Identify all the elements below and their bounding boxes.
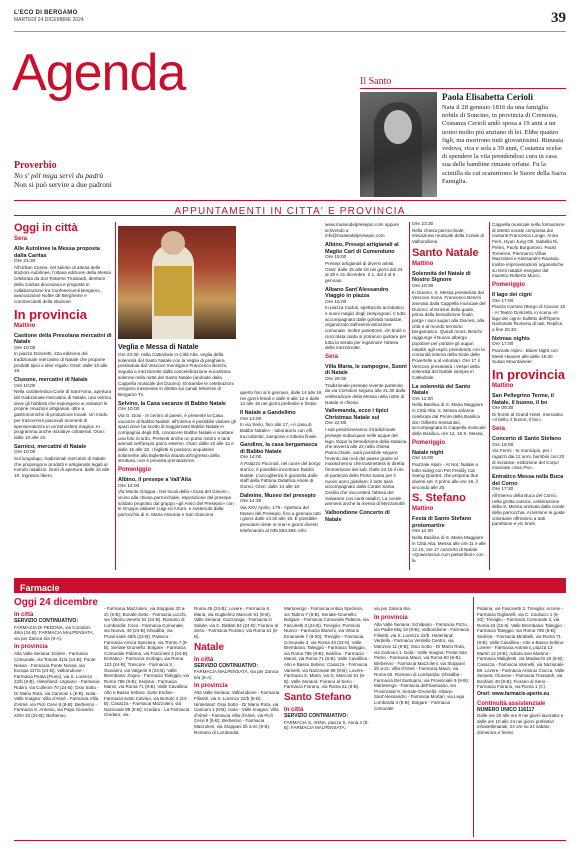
event-time: Ore 10:30 xyxy=(412,283,434,289)
event-title: Valbondione Concerto di Natale xyxy=(325,510,390,523)
event-text: Di fronte al Grand Hotel, mercatino «Il bello, il buono, il bio». xyxy=(492,411,563,423)
event-title: Clusone, mercatini di Natale xyxy=(14,377,88,384)
subheading-in-provincia: In provincia xyxy=(374,614,408,621)
event-text: All'Urban Center, nel salone di attesa delle stazioni Autolinee, l'ottava edizione della Messa celebrata da don Roberto Trussardi, direttore della Caritas diocesana e proposta in collaborazione tra Confesercenti Bergamo, associazione Nolter de Bergheme e commercianti della stazione. xyxy=(14,264,111,304)
event-time: Ore 17:00 xyxy=(492,298,514,304)
section-title: APPUNTAMENTI IN CITTA' E PROVINCIA xyxy=(174,206,406,217)
events-column-3 xyxy=(240,390,322,535)
event-text: Via G. Dosi - In centro al paese, è presente la Casa vacanze di Babbo Natale: all'interno è possibile visitare gli spazi dove ha scelto di soggiornare Babbo Natale in compagnia degli Elfi, conoscere Babbo Natale e scattare una foto ricordo. Presenti anche un punto ristoro e tanti animali nell'ampio parco esterno. Orari: dalle 10 alle 12 e dalle 15 alle 18. I biglietti si possono acquistare solamente alla biglietteria situata all'ingresso della struttura, non è prevista prenotazione. xyxy=(118,412,236,464)
santo-face-shape xyxy=(384,110,412,144)
event-time: Ore 14:30 xyxy=(240,499,262,505)
farmacie-text: FARMACIA MALPENSATA, via per Zanica 6/a (8-A). xyxy=(194,669,279,680)
event-text: Presepi artigianali di diversi artisti. Orari: dalle 15 alle 18 nei giorni dal 24 al 29 e 31 dicembre. Il 1, dal 4 al 6 gennaio. xyxy=(325,260,403,283)
event-title: Selvino, la Casa vacanze di Babbo Natale xyxy=(118,400,226,407)
santo-description: Nata il 28 gennaio 1816 da una famiglia nobile di Soncino, in provincia di Cremona, Costanza Cerioli andò sposa a 19 anni a un uomo molto più anziano di lei. Ebbe quattro figli, ma morirono tutti giovanissimi. Rimasta vedova, rica e sola a 39 anni, Costanza scelse di spendere la vita prendendosi cura in casa sua delle bambine rimaste orfane. Fu la scintilla da cui scaturirono le Suore della Sacra Famiglia. xyxy=(442,104,566,185)
event-time: Ore 16:00 xyxy=(492,442,514,448)
event-time: Ore 23:30 xyxy=(412,222,434,227)
issue-date: MARTEDÌ 24 DICEMBRE 2024 xyxy=(14,17,84,23)
bottom-rule xyxy=(14,840,566,841)
santo-label: Il Santo xyxy=(360,76,566,89)
farmacie-title: Farmacie xyxy=(20,583,60,593)
event-title: Festa di Santo Stefano protomartire xyxy=(412,516,472,529)
santo-portrait xyxy=(360,92,437,197)
events-column-6 xyxy=(492,222,566,529)
farmacie-text: FARMACIA DI PEDONA, via Corridoni 46/a (24-B): FARMACIA MALPENSATA, via per Zanica 6/a (8-A). xyxy=(14,624,94,641)
heading-natale: Natale xyxy=(194,641,225,653)
farmacie-text: FARMACIA S. ANNA, piazza S. Anna 2 (8-B): FARMACIA MALPENSATA, xyxy=(284,719,369,731)
heading-in-provincia: In provincia xyxy=(492,367,565,383)
stole-shape xyxy=(154,266,192,316)
event-text: Piazzale Alpini - Blues Night con Meek Heaven alle delle 19.30 Susan Mountaineer. xyxy=(492,347,558,365)
event-text: Via Fermi - In municipio, per i ragazzi dai 12 anni, bambini con 20 di iniziative, esibizione del Corpo musicale «San Pio». xyxy=(492,448,565,471)
event-title: Entratico Messa nella Buca del Corno xyxy=(492,474,564,487)
proverbio-title: Proverbio xyxy=(14,160,57,171)
event-time: Ore 15:00 xyxy=(412,456,434,462)
event-title: Natale night xyxy=(412,449,444,456)
column-divider xyxy=(409,222,410,570)
farmacie-text: Roma 45 (24-B); Lovere - Farmacia S. Maria, via Guglielmo Marconi 51 (8-B). Valle Seriana: Gazzaniga - Farmacia in Salute, via C. Battisti 94 (24-B); Fiorano al Serio - Farmacia Fiorano, via Roma 51 (8-B). xyxy=(194,606,279,639)
section-band-appuntamenti xyxy=(14,200,566,216)
event-time: Ore 22:00 xyxy=(325,421,347,427)
column-divider xyxy=(489,222,490,570)
event-text: Via XXV Aprile, 179 - Apertura del Museo del Presepio, fino a gennaio tutti i giorni dalle 14.30 alle 18. È possibile prenotare visite in orari e giorni diversi telefonando al 035.563.383. Info: xyxy=(240,504,321,533)
event-text: Ore 23.30, nella Cattedrale in Città Alta, veglia della solennità del Santo Natale con la Veglia di preghiera presieduta dal Vescovo monsignor Francesco Beschi, seguita a mezzanotte dalla concelebrazione eucaristica solenne nella notte del Santo Natale (animate dalla Cappella musicale del Duomo). Entrambe le celebrazioni vengono trasmesse in diretta sui canali televisivi di Bergamo Tv. xyxy=(118,352,234,397)
continuita-text: Dalle ore 20 alle ore 8 nei giorni lavorativi e dalle ore 10 alle 24 nei giorni prefestivi infrasettimanali; 24 ore su 24 sabato, domenica e festivi. xyxy=(477,713,564,735)
event-time: Ore 16:00 xyxy=(325,299,347,305)
event-time: Ore 14:00 xyxy=(118,483,140,489)
event-time: Ore 10:00 xyxy=(14,450,36,456)
subheading-mattino: Mattino xyxy=(412,506,434,513)
event-time: Ore 11:00 xyxy=(412,529,433,535)
newspaper-name: L'ECO DI BERGAMO xyxy=(14,10,78,16)
page-title: Agenda xyxy=(12,44,186,102)
column-divider xyxy=(473,597,474,837)
event-text: A Palazzo Piccinali, nel cuore del borgo storico, è possibile incontrare Babbo Natale. L'accoglienza è garantita dallo staff della Fattoria Didattica Ariete di Gorno. Orari: dalle 14 alle 18. xyxy=(240,461,321,489)
event-time: Ore 17:00 xyxy=(492,342,514,348)
event-time: Ore 14:00 xyxy=(240,455,262,461)
event-text: aperto fino al 6 gennaio, dalle 14 alle 18 nei giorni feriali e dalle 9 alle 12 e dalle 14 alle 19 nei giorni prefestivi e festivi. xyxy=(240,390,322,407)
event-time: Ore 20:30 xyxy=(325,376,347,382)
heading-santo-stefano: Santo Stefano xyxy=(284,691,352,703)
santo-box xyxy=(360,76,566,199)
event-title: Dalmine, Museo del presepio xyxy=(240,492,316,499)
event-title: Il lago dei cigni xyxy=(492,292,532,299)
event-time: Ore 17:30 xyxy=(492,487,514,493)
event-text: Nella Basilica di S. Maria Maggiore in Città Alta, Messa alle ore 11 e alle 12.15, ore 17 concerto di Natale «Quaerannus cum pastoribus» con la xyxy=(412,535,486,563)
event-title: Vallemanda, ecco i tipici Christmas Natale sul xyxy=(325,408,389,421)
event-text: In Duomo, S. Messa presieduta dal Vescovo mons. Francesco Beschi animata dalla Cappella musicale del Duomo; al termine della quale, prima della benedizione finale, porge i suoi auguri alla Diocesi, alla città e al mondo territorio bergamasco. Quindi mons. Beschi raggiunge il Nuovo albergo popolare per portare gli auguri natalizi agli ospiti, prendendo con la comunità interna della Sede delle Povertelle a al volontari. Ore 17 il Vescovo presiederà i Vespri della solennità del Natale sempre in Cattedrale. xyxy=(412,289,486,381)
event-title: Albino, il presepe a Vall'Alta xyxy=(118,477,192,484)
farmacie-text: Martinengo - Farmacia Antica Speziera, via Tadino 7 (8-B). Seriate-Grumello: Bolgare - Farmacia Comunale Pidama, via Fascinetti 3 (24-B). Treviglio: Pontirolo Nuovo - Farmacia Bianchi, via Vittorio Emanuele 7 (8-20); Treviglio - Farmacia Comunale 3, via Roma 43 (22-8). Valle Brembana: Taleggio - Farmacia Taleggio, via Roma 785 (8-B); Sedrina - Farmacia Mansi, via Roma 71 (8-B). Valle Cavallina - Alto e Basso Sebino: Casazza - Farmacia Varinelli, via Nazionale 88 (8-B); Lovere - Farmacia S. Maria, via G. Marconi 51 (8-B). Valle Seriana: Fiorano al Serio - Farmacia Fiorano, via Roma 51 (8-B). xyxy=(284,606,370,690)
event-time: Ore 14:00 xyxy=(240,416,262,422)
events-column-5 xyxy=(412,222,486,566)
heading-oggi-24-dicembre: Oggi 24 dicembre xyxy=(14,597,98,608)
event-text: Cappella musicale nella formazione di ottetto vocale composta dai cantanti Francesca Longe, Anna Ferri, Hyun Jung Oh, Isabella Di Pietro, Paolo Borgonovo, Paolo Tornerne, Piermarco Viñas Mazzoleni e Alessandro Ravasio. Inoltre improvvisazioni organistiche su temi natalizi eseguite dal maestro Roberto Mucci. xyxy=(492,222,565,279)
events-column-2 xyxy=(118,341,236,520)
events-column-4 xyxy=(325,222,407,523)
event-title: Castione della Presolana mercatini di Natale xyxy=(14,332,112,346)
farmacie-text: Alta Valle Seriana: Eolère - Farmacia Comunale, via Tortola 31/a (24-B); Ponte Nossa - Farmacia Ponte Nossa, via Europa 117/a (24-B); Valbondione - Farmacia Pirata (Fiumi), via S. Lorenzo 22/b (8-B). Hinterland: Urgnano - Farmacia Rubini, via Colleoni 70 (24-B); Osio Sotto - Dr Mario Rota, via Cannoni 1 (8-B). Isola - Valle Imagna: Villa d'Almè - Farmacia Villa d'Almè, via Piclì Cervi 8 (8-B); Berbenno - Farmacia S. Antonio, via Papa Giovanni XXIII 33 (24-B); Berbenno xyxy=(14,651,100,718)
event-title: Sarnico, mercatini di Natale xyxy=(14,443,87,450)
servizio-label: SERVIZIO CONTINUATIVO: xyxy=(194,662,258,669)
subheading-pomeriggio: Pomeriggio xyxy=(492,282,526,289)
heading-in-provincia: In provincia xyxy=(14,306,87,322)
event-title: Gandino, la casa bergamasca di Babbo Natale xyxy=(240,442,318,455)
event-title: La solennità del Santo Natale xyxy=(412,383,471,397)
farmacie-orari-link[interactable]: Orari: www.farmacie-aperte.eu xyxy=(477,690,550,697)
farmacie-text: via per Zanica 6/a. xyxy=(374,606,412,611)
top-rule xyxy=(14,31,566,32)
event-time: Ore 10:00 xyxy=(14,345,36,351)
bishop-photo xyxy=(118,226,236,339)
event-time: Ore 10:00 xyxy=(14,383,36,389)
farmacie-text: Pidama, via Fascinetti 3. Treviglio: Arcene - Farmacia Gigliarelli, via C. Carducci 1 (8-20); Treviglio - Farmacia Comunale 3, via Roma 43 (22-8). Valle Brembana: Taleggio - Farmacia Taleggio, via Roma 785 (8-B); Sedrina - Farmacia Mirabelli, via Roma 71 (8-B). Valle Cavallina - Alto e Basso Sebino: Lovere - Farmacia Antonini, piazza 13 Martiri 12 (8-B); Adrara San Martino - Farmacia Malighetti, via Madaschi 20 (8-B); Casazza - Farmacia Varinelli, via Nazionale 88. Lovere - Farmacia Antonio Ciocca. Valle Seriana: Clusone - Farmacia Trussardi, via Bonfanti 40 (8-B); Fiorano al Serio - Farmacia Fiorano, via Roma 1 (C). xyxy=(477,606,565,690)
heading-santo-natale: Santo Natale xyxy=(412,246,479,259)
event-title: San Pellegrino Terme, il Natale, il buono, il bo xyxy=(492,393,554,406)
event-title: Veglia e Messa di Natale xyxy=(118,344,199,351)
subheading-sera: Sera xyxy=(325,353,339,360)
proverbio-box xyxy=(14,160,344,189)
subheading-in-citta: In città xyxy=(14,612,34,618)
farmacie-column-4 xyxy=(284,606,370,733)
servizio-label: SERVIZIO CONTINUATIVO: xyxy=(14,618,78,624)
subheading-sera: Sera xyxy=(492,426,506,433)
subheading-in-citta: In città xyxy=(194,656,214,663)
subheading-in-provincia: In provincia xyxy=(194,683,228,690)
subheading-in-provincia: In provincia xyxy=(14,644,48,651)
event-time: Ore 15:00 xyxy=(325,255,347,261)
farmacie-text: Alta Valle Seriana: Schilpario - Farmacia Pizzo, via Padre Maj 13 (8-B); Valbondione - Farmacia Filisetti, via S. Lorenzo 22/b. Hinterland: Verdello - Farmacia Verdello Centro, via Manzoni 11 (8-B); Osio Sotto - Dr Mario Rota, via Cannoni 1. Isola - Valle Imagna: Ponte San Pietro - Farmacia Mauri, via Roma 60 (8-B); Berbenno - Farmacia Mazzoleni, via Stoppani 2b a-2c. Villa d'Almè - Farmacia Mauri, via Roma 60. Romano di Lombardia: Ghisalba - Farmacia Del Santuario, via Provinciale 9 (8-B); Martinengo - Farmacia dell'Santuario, via Provinciale 9. Seriate-Grumello: Albano Sant'Alessandro - Farmacia Mortari, via Lega Lombarda 3 (8-B); Bolgare - Farmacia comunale xyxy=(374,621,470,711)
subheading-mattino: Mattino xyxy=(412,260,434,267)
event-text: Via Monte Grappa - Nei locali della «Casa del Giovin», vicino alla chiesa parrocchiale, esposizione del presepe soldato proposto dal gruppo «gli Amici del Presepio» con le Gruppo visitare! Luigi ed Arturo, e sostenuto dalla parrocchia di S. Maria Assunta e San Giacomo. xyxy=(118,489,234,518)
subheading-sera: Sera xyxy=(14,236,28,242)
event-time: Ore 09:30 xyxy=(492,406,514,412)
event-text: Nella caratteristica Corte di Sant'Anna, apertura del tradizionale mercatino di Natale, una vetrina dove gli hobbisti che espongono ai visitatori le proprie creazioni artigianali, oltre a gastronomiche di produzione locale. Un modo per trascorrere piacevoli momenti di spensieratezza in un'atmosfera magica. In programma anche iniziative collaterali. Orari: dalle 10 alle 19. xyxy=(14,389,112,440)
column-divider xyxy=(115,222,116,570)
farmacie-column-5 xyxy=(374,606,470,713)
farmacie-text: - Farmacia Mazzoleni, via Stoppani 20 a-2c (8-B); Bonate Sotto - Farmacia Lucchi, via Vittorio Veneto 52 (24-B). Romano di Lombardia: Covo - Farmacia Comunale, via Nuova, 40 (24-B) Ghisalba, via Provinciale 48/b (24-B); Palosco - Farmacia Amica Speziera, via Trento 7 (8-B). Seriate-Grumello: Bolgare - Farmacia Comunale Pidama, via Fascinetti 3 (24-B): Entratico - Farmacia Gorlago, via Roma 123 (24-B); Trescore - Farmacia S. Giovanni, via Valgenti 8 (24-B). Valle Brembana: Zogno - Farmacia Taleggio, via Roma 785 (8-B); Sedrina - Farmacia Mansi, via Roma 71 (8-B). Valle Cavallina: Alto e Basso Sebino: Sotto Endine - Farmacia Sotto Calvino, via Bortolo 4 (24-B); Casazza - Farmacia Mazzoleni, via Nazionale 88 (8-B); Credaro - La Farmacia Credaro, via xyxy=(104,606,190,718)
farmacie-column-1 xyxy=(14,597,100,721)
farmacie-text: Alta Valle Seriana: Valbondione - Farmacia Filisetti, via S. Lorenzo 22/b (8-B). Hinterland: Osio Sotto - Dr Mario Rota, via Cannoni 1 (8-B). Isola - Valle Imagna: Villa d'Almè - Farmacia Villa d'Almè, via Piclì Cervi 8 (8-B); Berbenno - Farmacia Mazzoleni, via Stoppani 2b a-2c (8-B). Romano di Lombardia: xyxy=(194,690,280,735)
event-time: Ore 11:00 xyxy=(412,396,433,402)
event-title: Alle Autolinee la Messa proposta dalla Caritas xyxy=(14,246,100,259)
event-title: Nxtmas nights xyxy=(492,335,530,342)
event-title: Villa Maria, le zampogne, Suoni di Natale xyxy=(325,363,407,377)
event-text: In piazza Donizetti, 22a edizione del tradizionale mercatino di Natale che propone prodotti tipici e idee regalo. Orari: dalle 10 alle 19. xyxy=(14,351,108,374)
event-text: All'interno della Buca del Corno, nella grotta carsica, celebrazione della S. Messa animata dalla corale della parrocchia. Al termine le guide volontarie offriranno a tutti panettone e vin brulè. xyxy=(492,492,565,527)
santo-name: Paola Elisabetta Cerioli xyxy=(442,92,533,102)
masthead xyxy=(14,10,566,30)
event-time: Ore 21:30 xyxy=(14,259,36,264)
event-text: Nella chiesa parrocchiale, elevazione musicale della Corale di Valbondione. xyxy=(412,227,485,245)
event-text: Sul lungolago, tradizionali mercatini di Natale che propongono prodotti e artigianato legati al mondo natalizio. Orari di apertura: dalle 10 alle 19. Ingresso libero. xyxy=(14,455,110,478)
event-title: Albano Sant'Alessandro Viaggio in piazza xyxy=(325,286,389,300)
subheading-mattino: Mattino xyxy=(14,322,36,329)
event-text: I sub posizioneranno il tradizionale presepe subacqueo nelle acque del lago. Dopo la benedizione della statuina che avverrà alle 22 nella chiesa Parrocchiale, sarà possibile seguire l'evento dai moli del paese grazie al maxischermo che trasmetterà in diretta l'immersione dei sub. Dalle 23.15 il rito di partenza della Porta Santa per il nuovo anno giubilare; il tutto sarà accompagnato dalla Corale Santa Cecilia che racconterà l'attesa del Salvatore con canti natalizi. La corale animerà anche la messa di Mezzanotte. xyxy=(325,427,407,507)
event-title: Il Natale a Gandellino xyxy=(240,410,296,417)
subheading-in-citta: In città xyxy=(284,706,304,713)
page-number: 39 xyxy=(551,10,566,26)
santo-text-block xyxy=(442,92,566,186)
event-text: www.museodelpresepio.com oppure scrivendo a info@museodelpresepio.com xyxy=(325,222,400,239)
events-column-1 xyxy=(14,222,112,481)
event-text: Piazza Carrara (Borgo di Cavour 15 - Al Teatro Donizetti, in scena «Il lago dei cigni» balletto dell'Opera Nazionale Rumena di Iasi. Replica a fine 20.30. xyxy=(492,304,566,333)
farmacie-column-3 xyxy=(194,606,280,737)
proverbio-italian: Non si può servire a due padroni xyxy=(14,180,112,189)
event-title: Concerto di Santo Stefano xyxy=(492,436,562,443)
event-text: Piazzale Alpini - At Not, Natale a tutto swing con Pet Freddy Cat Swing Quartet, che propone due diversi set. Il primo alle ore 18, il secondo alle 20. xyxy=(412,461,479,490)
event-text: Nella Basilica di S. Maria Maggiore in Città Alta, S. Messa solenne celebrata dal Priore della Basilica don Gilberto Sessantini, accompagnata la Cappella musicale della Basilica, ore 12, 15 S. Messa. xyxy=(412,402,486,436)
event-title: Albino, Presepi artigianali al Maglio Carl di Comenduno xyxy=(325,242,399,255)
farmacie-column-2 xyxy=(104,606,190,720)
event-title: Solennità del Natale di Nostro Signore xyxy=(412,270,471,284)
servizio-label: SERVIZIO CONTINUATIVO: xyxy=(284,712,348,719)
numero-unico: NUMERO UNICO 116117 xyxy=(477,706,535,713)
farmacie-column-6 xyxy=(477,606,566,737)
subheading-mattino: Mattino xyxy=(492,383,514,390)
event-text: In piazza Caduti, spettacolo acrobatico e suoni magici degli zampognari. Il tutto accompagnato dalle golosità natalizie, organizzato dall'amministrazione comunale. Inoltre panettone, vin brulè e cioccolata calda si potranno gustare per tutta la serata per ingannare l'attesa della mezzanotte. xyxy=(325,305,407,351)
heading-oggi-in-citta: Oggi in città xyxy=(14,222,78,234)
heading-s-stefano: S. Stefano xyxy=(412,492,466,505)
event-text: In via Serio, fino alle 17, «A casa di Babbo Natale» - laboratorio con elfi, truccabimbi, zampone e lotteria finale. xyxy=(240,422,318,439)
event-time: Ore 10:00 xyxy=(118,407,140,413)
farmacie-band xyxy=(14,578,566,593)
subheading-pomeriggio: Pomeriggio xyxy=(118,467,152,474)
heading-continuita-assistenziale: Continuità assistenziale xyxy=(477,700,546,707)
subheading-pomeriggio: Pomeriggio xyxy=(412,439,446,446)
event-text: Tradizionale presepe vivente partendo da via Corridoni seguito alle 21.30 dalla celebrazione della Messa nella notte di Natale in chiesa. xyxy=(325,382,406,405)
proverbio-dialect: No s' pöl miga servì du padrù xyxy=(14,171,104,180)
head-shape xyxy=(161,231,185,255)
